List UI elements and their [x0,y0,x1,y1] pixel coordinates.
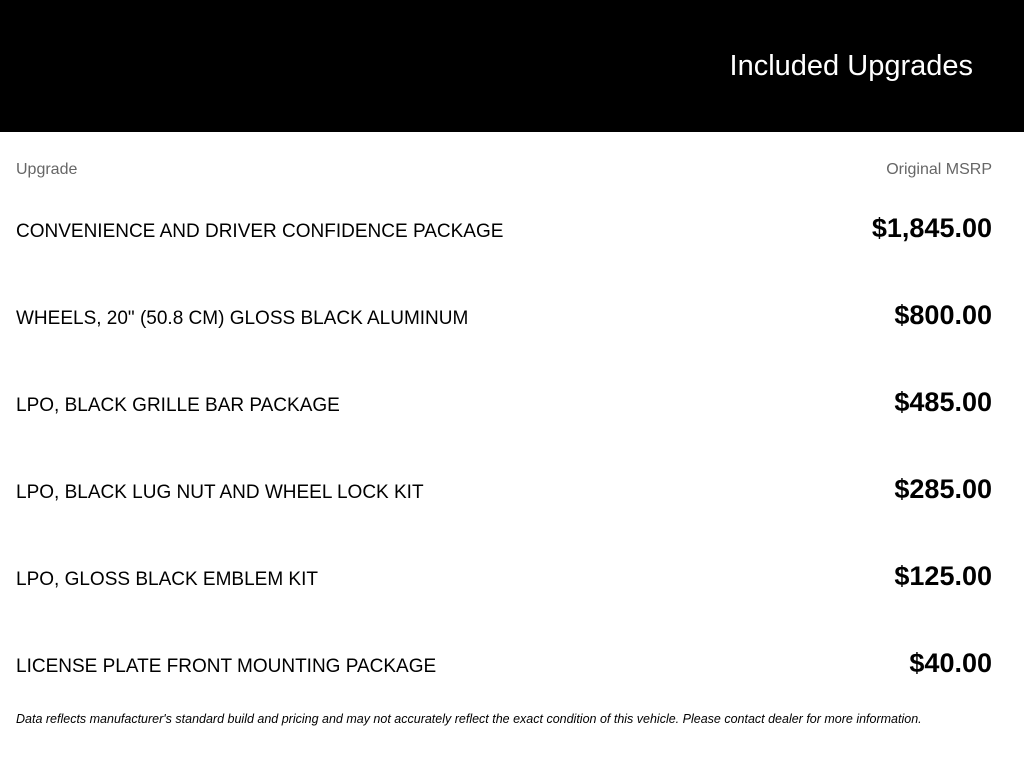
upgrade-price: $285.00 [894,474,992,504]
upgrade-price: $125.00 [894,561,992,591]
column-header-msrp: Original MSRP [886,161,992,178]
disclaimer-text: Data reflects manufacturer's standard build and pricing and may not accurately reflect the exact condition of this vehicle. Please contact dealer for more information. [16,712,922,726]
upgrade-price: $800.00 [894,300,992,330]
upgrade-name: LPO, BLACK LUG NUT AND WHEEL LOCK KIT [16,482,424,503]
column-headers [16,160,992,180]
upgrade-row [16,647,992,687]
upgrade-price: $485.00 [894,387,992,417]
upgrade-name: CONVENIENCE AND DRIVER CONFIDENCE PACKAGE [16,221,504,242]
upgrade-row [16,473,992,513]
upgrade-row [16,560,992,600]
upgrade-name: LICENSE PLATE FRONT MOUNTING PACKAGE [16,656,437,677]
upgrade-name: WHEELS, 20" (50.8 CM) GLOSS BLACK ALUMINUM [16,308,469,329]
header-banner [0,0,1024,132]
upgrade-row [16,386,992,426]
column-header-upgrade: Upgrade [16,161,78,178]
upgrade-name: LPO, BLACK GRILLE BAR PACKAGE [16,395,340,416]
upgrade-price: $40.00 [909,648,992,678]
upgrade-row [16,299,992,339]
upgrade-row [16,212,992,252]
upgrade-price: $1,845.00 [871,213,992,243]
page-title: Included Upgrades [729,50,973,82]
upgrade-name: LPO, GLOSS BLACK EMBLEM KIT [16,569,318,590]
